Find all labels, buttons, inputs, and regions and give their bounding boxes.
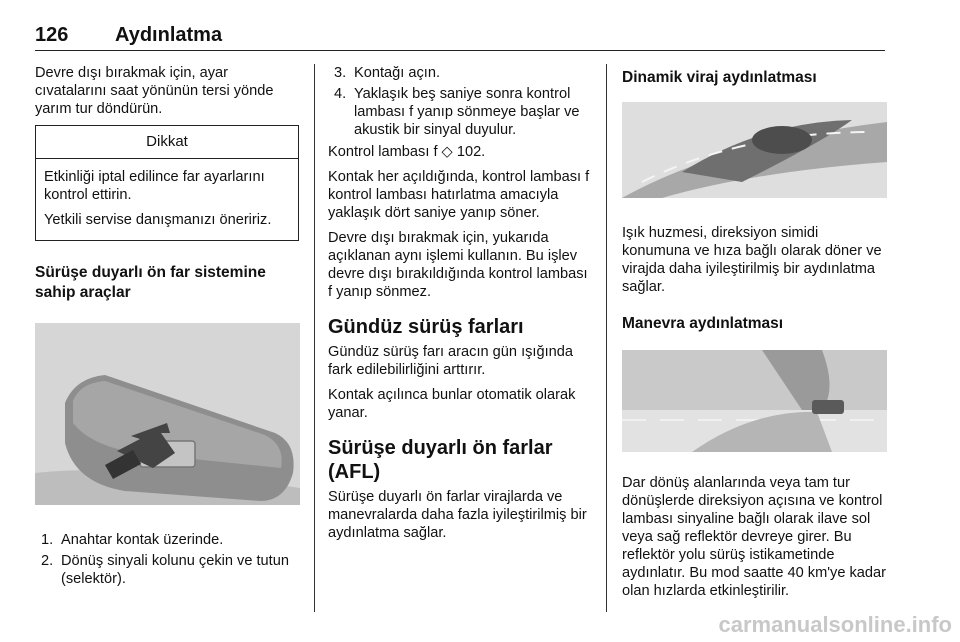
steps-list-2 [328, 64, 592, 139]
reminder-text: Kontak her açıldığında, kontrol lambası f kontrol lambası hatırlatma amacıyla yaklaşık dört saniye yanıp söner. [328, 169, 590, 221]
list-item: 4. Yaklaşık beş saniye sonra kontrol lambası f yanıp sönmeye başlar ve akustik bir sinyal duyulur. [334, 86, 580, 138]
watermark: carmanualsonline.info [718, 612, 952, 637]
afl-text: Sürüşe duyarlı ön farlar virajlarda ve manevralarda daha fazla iyileştirilmiş bir aydınlatma sağlar. [328, 489, 587, 541]
reference-text: Kontrol lambası f ◇ 102. [328, 144, 486, 160]
dynamic-curve-illustration [622, 102, 887, 198]
afl-heading: Sürüşe duyarlı ön far sistemine sahip araçlar [35, 264, 266, 301]
list-item: 3. Kontağı açın. [334, 65, 441, 81]
dynamic-curve-text: Işık huzmesi, direksiyon simidi konumuna ve hıza bağlı olarak döner ve virajda daha iyileştirilmiş bir aydınlatma sağlar. [622, 225, 882, 295]
steps-list-1 [35, 531, 300, 588]
turn-signal-lever-illustration [35, 323, 300, 505]
column-2 [328, 64, 592, 549]
column-divider [606, 64, 607, 612]
cornering-text: Dar dönüş alanlarında veya tam tur dönüşlerde direksiyon açısına ve kontrol lambası sinyaline bağlı olarak ilave sol veya sağ reflektör devreye girer. Bu reflektör yolu sürüş istikametinde aydınlatır. Bu mod saatte 40 km'ye kadar olan hızlarda etkinleştirilir. [622, 475, 886, 599]
caution-text-1: Etkinliği iptal edilince far ayarlarını kontrol ettirin. [44, 169, 265, 203]
disable-text: Devre dışı bırakmak için, yukarıda açıklanan aynı işlemi kullanın. Bu işlev devre dışı bırakıldığında kontrol lambası f yanıp sönmez. [328, 230, 588, 300]
column-3 [622, 64, 887, 607]
caution-text-2: Yetkili servise danışmanızı öneririz. [44, 212, 272, 228]
list-item: 1. Anahtar kontak üzerinde. [41, 532, 224, 548]
daytime-lights-heading: Gündüz sürüş farları [328, 316, 524, 338]
daytime-text-1: Gündüz sürüş farı aracın gün ışığında fark edilebilirliğini arttırır. [328, 344, 573, 378]
caution-box [35, 125, 299, 241]
column-divider [314, 64, 315, 612]
list-item: 2. Dönüş sinyali kolunu çekin ve tutun (selektör). [41, 553, 289, 587]
afl-section-heading: Sürüşe duyarlı ön farlar (AFL) [328, 437, 553, 483]
column-1 [35, 64, 300, 591]
page-header [35, 24, 885, 51]
cornering-light-illustration [622, 350, 887, 452]
page-title: Aydınlatma [115, 24, 223, 46]
daytime-text-2: Kontak açılınca bunlar otomatik olarak yanar. [328, 387, 576, 421]
intro-text: Devre dışı bırakmak için, ayar cıvatalarını saat yönünün tersi yönde yarım tur döndürün. [35, 65, 274, 117]
page-number: 126 [35, 24, 69, 46]
caution-title: Dikkat [36, 126, 298, 159]
cornering-heading: Manevra aydınlatması [622, 315, 784, 332]
dynamic-curve-heading: Dinamik viraj aydınlatması [622, 69, 817, 86]
